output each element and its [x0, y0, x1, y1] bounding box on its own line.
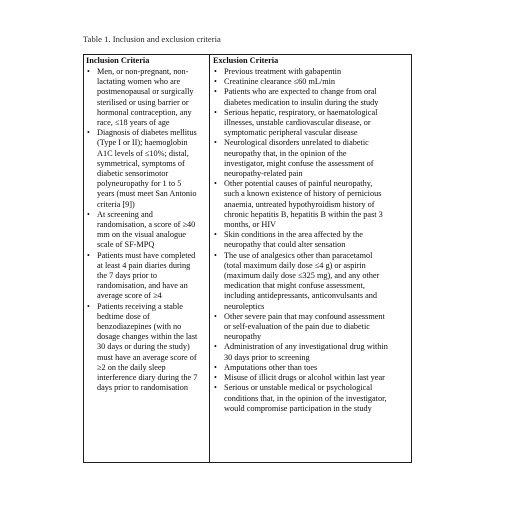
exclusion-list [213, 67, 411, 414]
inclusion-item-line: at least 4 pain diaries during [97, 260, 191, 270]
exclusion-item [213, 342, 411, 362]
exclusion-item-line: • Amputations other than toes [224, 362, 318, 372]
exclusion-item [213, 383, 411, 414]
inclusion-item-line: hormonal contraception, any [97, 107, 192, 117]
exclusion-item-line: • Serious hepatic, respiratory, or haematological [224, 107, 378, 117]
exclusion-item [213, 77, 411, 87]
inclusion-item-line: mm on the visual analogue [97, 230, 186, 240]
exclusion-item-line: • The use of analgesics other than paracetamol [224, 250, 373, 260]
inclusion-column [86, 56, 207, 394]
inclusion-item [86, 128, 207, 210]
exclusion-item-line: months, or HIV [224, 220, 277, 230]
exclusion-item-line: symptomatic peripheral vascular disease [224, 128, 358, 138]
inclusion-item-line: postmenopausal or surgically [97, 87, 194, 97]
exclusion-item-line: neuropathy [224, 332, 262, 342]
inclusion-item-line: average score of ≥4 [97, 291, 162, 301]
exclusion-item-line: illnesses, unstable cardiovascular disease, or [224, 118, 371, 128]
exclusion-item [213, 312, 411, 343]
column-divider [209, 55, 210, 462]
inclusion-item-line: randomisation, a score of ≥40 [97, 220, 196, 230]
exclusion-item-line: including antidepressants, anticonvulsants and [224, 291, 378, 301]
exclusion-item-line: or self-evaluation of the pain due to diabetic [224, 322, 370, 332]
exclusion-item-line: • Serious or unstable medical or psychological [224, 383, 373, 393]
inclusion-item [86, 251, 207, 302]
inclusion-item-line: ≥2 on the daily sleep [97, 362, 166, 372]
exclusion-header: Exclusion Criteria [213, 56, 279, 65]
inclusion-item-line: • Patients must have completed [97, 250, 196, 260]
inclusion-item [86, 67, 207, 128]
exclusion-item-line: neuropathy-related pain [224, 169, 303, 179]
inclusion-item-line: interference diary during the 7 [97, 373, 198, 383]
inclusion-item-line: (Type I or II); haemoglobin [97, 138, 188, 148]
inclusion-item-line: lactating women who are [97, 77, 181, 87]
exclusion-column [213, 56, 411, 414]
exclusion-item-line: medication that might confuse assessment, [224, 281, 365, 291]
exclusion-item-line: • Creatinine clearance ≤60 mL/min [224, 77, 336, 87]
inclusion-item-line: randomisation, and have an [97, 281, 188, 291]
inclusion-item-line: scale of SF-MPQ [97, 240, 155, 250]
inclusion-item-line: A1C levels of ≤10%; distal, [97, 148, 189, 158]
exclusion-item-line: • Misuse of illicit drugs or alcohol within last year [224, 373, 385, 383]
inclusion-item-line: must have an average score of [97, 352, 197, 362]
exclusion-item [213, 363, 411, 373]
inclusion-item-line: polyneuropathy for 1 to 5 [97, 179, 182, 189]
inclusion-header: Inclusion Criteria [86, 56, 150, 65]
inclusion-item-line: criteria [9]) [97, 199, 135, 209]
inclusion-item [86, 302, 207, 394]
exclusion-item-line: chronic hepatitis B, hepatitis B within the past 3 [224, 209, 383, 219]
exclusion-item [213, 230, 411, 250]
inclusion-item-line: the 7 days prior to [97, 271, 158, 281]
inclusion-item-line: symmetrical, symptoms of [97, 158, 185, 168]
exclusion-item-line: conditions that, in the opinion of the investigator, [224, 393, 387, 403]
inclusion-list [86, 67, 207, 394]
inclusion-item-line: bedtime dose of [97, 311, 150, 321]
exclusion-item [213, 179, 411, 230]
criteria-table [83, 54, 412, 463]
inclusion-item-line: years (must meet San Antonio [97, 189, 197, 199]
inclusion-item-line: benzodiazepines (with no [97, 322, 182, 332]
inclusion-item-line: dosage changes within the last [97, 332, 198, 342]
exclusion-item-line: • Skin conditions in the area affected by the [224, 230, 363, 240]
exclusion-item-line: • Other severe pain that may confound assessment [224, 311, 385, 321]
exclusion-item-line: neuroleptics [224, 301, 265, 311]
scanned-document [83, 34, 417, 434]
exclusion-item [213, 251, 411, 312]
exclusion-item-line: • Administration of any investigational drug within [224, 342, 388, 352]
exclusion-item-line: • Previous treatment with gabapentin [224, 67, 342, 76]
exclusion-item-line: diabetes medication to insulin during the study [224, 97, 379, 107]
exclusion-item-line: neuropathy that, in the opinion of the [224, 148, 347, 158]
exclusion-item-line: neuropathy that could alter sensation [224, 240, 346, 250]
inclusion-item-line: 30 days or during the study) [97, 342, 190, 352]
exclusion-item [213, 138, 411, 179]
exclusion-item-line: investigator, might confuse the assessment of [224, 158, 374, 168]
inclusion-item-line: • Men, or non-pregnant, non- [97, 67, 189, 76]
exclusion-item-line: (maximum daily dose ≤325 mg), and any other [224, 271, 380, 281]
exclusion-item-line: (total maximum daily dose ≤4 g) or aspirin [224, 260, 366, 270]
exclusion-item-line: would compromise participation in the study [224, 403, 372, 413]
inclusion-item-line: days prior to randomisation [97, 383, 188, 393]
table-caption: Table 1. Inclusion and exclusion criteria [83, 34, 221, 44]
exclusion-item [213, 87, 411, 107]
exclusion-item [213, 67, 411, 77]
exclusion-item-line: • Neurological disorders unrelated to diabetic [224, 138, 369, 148]
inclusion-item-line: race, ≤18 years of age [97, 118, 170, 128]
inclusion-item [86, 210, 207, 251]
exclusion-item [213, 373, 411, 383]
inclusion-item-line: • Patients receiving a stable [97, 301, 183, 311]
exclusion-item-line: • Other potential causes of painful neuropathy, [224, 179, 373, 189]
inclusion-item-line: • Diagnosis of diabetes mellitus [97, 128, 197, 138]
exclusion-item-line: anaemia, untreated hypothyroidism history of [224, 199, 375, 209]
inclusion-item-line: sterilised or using barrier or [97, 97, 189, 107]
exclusion-item-line: such a known existence of history of pernicious [224, 189, 382, 199]
exclusion-item [213, 108, 411, 139]
exclusion-item-line: 30 days prior to screening [224, 352, 310, 362]
exclusion-item-line: • Patients who are expected to change from oral [224, 87, 377, 97]
inclusion-item-line: • At screening and [97, 209, 153, 219]
inclusion-item-line: diabetic sensorimotor [97, 169, 169, 179]
